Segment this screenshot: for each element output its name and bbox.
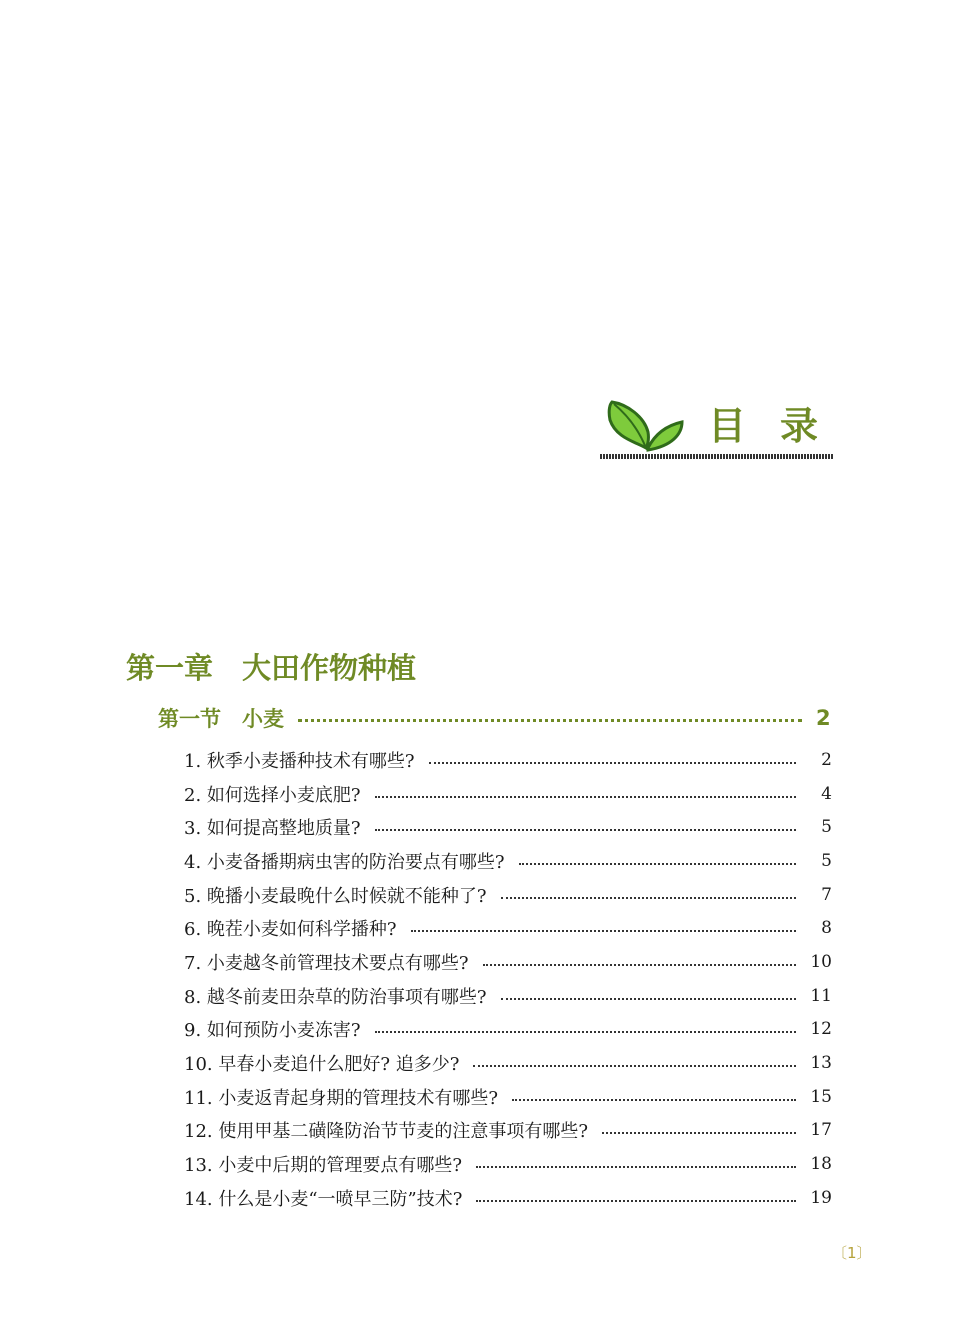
toc-entry-page: 11 <box>810 985 832 1006</box>
dot-leader <box>602 1132 796 1134</box>
toc-entry-page: 19 <box>810 1187 832 1208</box>
dot-leader <box>476 1166 796 1168</box>
dot-leader <box>483 964 796 966</box>
toc-entry-label: 13. 小麦中后期的管理要点有哪些? <box>184 1155 462 1177</box>
section-page-number: 2 <box>816 706 831 730</box>
toc-entry-page: 10 <box>810 951 832 972</box>
dot-leader <box>411 930 796 932</box>
chapter-title: 第一章 大田作物种植 <box>126 651 417 685</box>
toc-entry-page: 15 <box>810 1086 832 1107</box>
toc-entry-label: 7. 小麦越冬前管理技术要点有哪些? <box>184 952 469 974</box>
page-folio: 〔1〕 <box>832 1244 872 1262</box>
toc-entry-label: 6. 晚茬小麦如何科学播种? <box>184 919 397 941</box>
section-entry[interactable] <box>158 702 830 734</box>
toc-heading <box>596 396 853 462</box>
dot-leader <box>375 796 796 798</box>
toc-entry-page: 7 <box>821 884 832 905</box>
dot-leader <box>375 829 796 831</box>
toc-entry-label: 3. 如何提高整地质量? <box>184 818 361 840</box>
toc-entry-page: 8 <box>821 918 832 939</box>
toc-entry-label: 1. 秋季小麦播种技术有哪些? <box>184 750 415 772</box>
title-underline <box>600 454 834 459</box>
dot-leader <box>429 762 796 764</box>
toc-entry[interactable] <box>184 810 832 844</box>
dot-leader <box>512 1099 796 1101</box>
toc-entry-page: 2 <box>821 749 832 770</box>
toc-entry[interactable] <box>184 979 832 1013</box>
toc-entry-page: 18 <box>810 1154 832 1175</box>
toc-entry-page: 5 <box>821 850 832 871</box>
toc-entry-label: 8. 越冬前麦田杂草的防治事项有哪些? <box>184 986 487 1008</box>
toc-entry[interactable] <box>184 777 832 811</box>
section-title: 第一节 小麦 <box>158 707 284 731</box>
toc-entry[interactable] <box>184 1147 832 1181</box>
toc-entry-label: 10. 早春小麦追什么肥好? 追多少? <box>184 1054 460 1076</box>
toc-entry-label: 11. 小麦返青起身期的管理技术有哪些? <box>184 1087 498 1109</box>
toc-entry-page: 13 <box>810 1053 832 1074</box>
toc-entry[interactable] <box>184 1181 832 1215</box>
toc-entry[interactable] <box>184 911 832 945</box>
dot-leader <box>501 998 796 1000</box>
toc-entry-label: 4. 小麦备播期病虫害的防治要点有哪些? <box>184 851 505 873</box>
dot-leader <box>473 1065 796 1067</box>
toc-entry-page: 4 <box>821 783 832 804</box>
toc-entry[interactable] <box>184 1046 832 1080</box>
dot-leader <box>501 897 796 899</box>
toc-entry[interactable] <box>184 945 832 979</box>
toc-entry[interactable] <box>184 743 832 777</box>
toc-entry[interactable] <box>184 1080 832 1114</box>
toc-list <box>184 743 832 1215</box>
toc-entry-page: 5 <box>821 817 832 838</box>
toc-entry-label: 5. 晚播小麦最晚什么时候就不能种了? <box>184 885 487 907</box>
toc-entry-label: 2. 如何选择小麦底肥? <box>184 784 361 806</box>
toc-entry-page: 12 <box>810 1019 832 1040</box>
dot-leader <box>375 1031 796 1033</box>
toc-entry[interactable] <box>184 1114 832 1148</box>
dot-leader <box>298 719 802 722</box>
green-leaf-icon <box>606 398 684 452</box>
toc-entry[interactable] <box>184 844 832 878</box>
toc-entry-label: 9. 如何预防小麦冻害? <box>184 1020 361 1042</box>
toc-entry-page: 17 <box>810 1120 832 1141</box>
toc-entry[interactable] <box>184 1013 832 1047</box>
dot-leader <box>476 1200 796 1202</box>
dot-leader <box>519 863 796 865</box>
toc-entry-label: 14. 什么是小麦“一喷早三防”技术? <box>184 1188 463 1210</box>
toc-entry[interactable] <box>184 878 832 912</box>
toc-entry-label: 12. 使用甲基二磺隆防治节节麦的注意事项有哪些? <box>184 1121 588 1143</box>
page-title: 目录 <box>708 404 853 448</box>
